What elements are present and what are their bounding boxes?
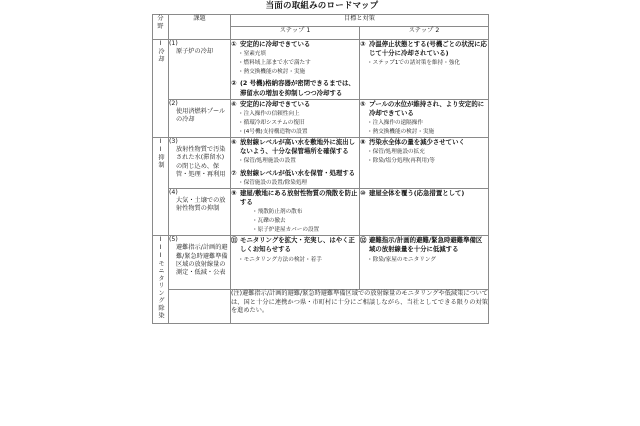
division-cell-cooling [153,40,169,138]
step1-cell [231,236,360,290]
task-cell [169,138,231,189]
list-item: ・ 原子炉建屋カバーの設置 [231,226,359,234]
goal-text: モニタリングを拡大・充実し、はやく正しくお知らせする [240,236,355,254]
list-item: ・ 保管/処理施設の拡充 [360,148,488,156]
goal-text: (2 号機)格納容器が密閉できるまでは、滞留水の増加を抑制しつつ冷却する [240,79,355,97]
goal-number: ⑥ [231,138,237,147]
list-item: ・ 熱交換機能の検討・実施 [231,68,359,76]
goal-number: ⑨ [231,188,237,197]
goal-number: ⑧ [360,138,366,147]
division-numeral: II [157,138,164,155]
list-item: ・ 注入操作の信頼性向上 [231,110,359,118]
goal-item [360,189,488,198]
measure-list [231,50,359,76]
goal-number: ② [231,79,237,88]
measure-list [231,208,359,234]
division-label: 冷却 [157,48,164,63]
step1-cell [231,188,360,235]
goal-item [360,100,488,118]
goal-text: 汚染水全体の量を減少させていく [369,138,465,147]
list-item: ・ モニタリング方法の検討・着手 [231,256,359,264]
list-item: ・ ステップ1での諸対策を維持・強化 [360,59,488,67]
goal-item [231,138,359,156]
step2-cell [360,99,489,137]
goal-number: ① [231,40,237,48]
goal-text: 建屋/敷地にある放射性物質の飛散を防止する [240,188,358,207]
header-goal-and-measures: 目標と対策 [231,15,489,27]
goal-number: ⑩ [360,188,366,197]
division-numeral: I [157,40,164,48]
list-item: ・ 除染/家屋のモニタリング [360,256,488,264]
goal-item [231,40,359,49]
roadmap-table [152,14,489,324]
measure-list [231,179,359,187]
task-text: 大気・土壌での放射性物質の抑制 [176,197,226,213]
list-item: ・ 窒素充填 [231,50,359,58]
list-item: ・ 循環冷却システムの復旧 [231,119,359,127]
task-cell [169,236,231,290]
division-label: 抑制 [157,154,164,169]
goal-number: ④ [231,99,237,108]
goal-number: ⑦ [231,168,237,177]
step2-cell [360,138,489,189]
goal-number: ⑫ [360,236,367,245]
goal-item [231,169,359,178]
division-cell-containment [153,138,169,236]
goal-item [231,236,359,254]
goal-item [231,79,359,97]
goal-number: ⑪ [231,236,238,245]
task-cell [169,40,231,100]
list-item: ・ 燃料域上部まで水で満たす [231,59,359,67]
task-text: 原子炉の冷却 [176,48,214,56]
page-title: 当面の取組みのロードマップ [265,1,379,11]
measure-list [360,119,488,136]
table-row [153,138,489,189]
step1-cell [231,138,360,189]
header-step-2: ステップ 2 [360,27,489,40]
list-item: ・ 保管/処理施設の設置 [231,157,359,165]
task-text: 放射性物質で汚染された水(滞留水)の閉じ込め、保管・処理・再利用 [176,146,226,178]
goal-item [360,236,488,254]
task-text: 使用済燃料プールの冷却 [176,108,226,124]
goal-item [360,40,488,58]
list-item: ・ 熱交換機能の検討・実施 [360,128,488,136]
division-cell-monitoring [153,236,169,323]
step1-cell [231,40,360,100]
list-item: ・ 飛散防止剤の散布 [231,208,359,216]
measure-list [231,256,359,264]
table-header-row-1 [153,15,489,27]
goal-item [231,100,359,109]
list-item: ・ 注入操作の遠隔操作 [360,119,488,127]
task-text: 避難指示/計画的避難/緊急時避難準備区域の放射線量の測定・低減・公表 [176,244,228,276]
goal-text: 安定的に冷却できている [240,99,311,108]
goal-number: ⑤ [360,99,366,108]
goal-text: 放射線レベルが高い水を敷地外に流出しないよう、十分な保管場所を確保する [240,138,356,156]
goal-item [360,138,488,147]
list-item: ・ 保管施設の設置/除染処理 [231,179,359,187]
task-cell [169,99,231,137]
measure-list [360,256,488,264]
table-row [153,188,489,235]
step2-cell [360,188,489,235]
goal-item [231,189,359,207]
footnote: (注)避難指示/計画的避難/緊急時避難準備区域での放射線量のモニタリングや低減策については、国と十分に連携かつ県・市町村に十分にご相談しながら、当社としてできる限りの対策を進めたい。 [231,290,489,323]
goal-text: 放射線レベルが低い水を保管・処理する [240,168,356,177]
task-cell [169,188,231,235]
goal-text: 冷温停止状態とする(号機ごとの状況に応じて十分に冷却されている) [369,40,487,58]
table-row [153,99,489,137]
task-label: (2) [169,99,178,107]
goal-text: 避難指示/計画的避難/緊急時避難準備区域の放射線量を十分に低減する [369,236,483,254]
step2-cell [360,40,489,100]
header-step-1: ステップ 1 [231,27,360,40]
step2-cell [360,236,489,290]
table-row [153,236,489,290]
task-label: (1) [169,40,178,47]
measure-list [231,157,359,165]
measure-list [360,148,488,165]
goal-number: ③ [360,40,366,48]
goal-text: プールの水位が維持され、より安定的に冷却できている [369,99,485,118]
note-row [153,290,489,323]
task-label: (5) [169,236,178,244]
list-item: ・ (4号機)支持構造物の設置 [231,128,359,136]
note-task-spacer [169,290,231,323]
header-field: 分 野 [153,15,169,40]
task-label: (4) [169,188,178,196]
measure-list [360,59,488,67]
header-task: 課題 [169,15,231,40]
task-label: (3) [169,138,178,146]
measure-list [231,110,359,136]
list-item: ・ 瓦礫の撤去 [231,217,359,225]
goal-text: 安定的に冷却できている [240,40,311,48]
goal-text: 建屋全体を覆う(応急措置として) [369,188,465,197]
division-numeral: III [157,236,164,261]
table-row [153,40,489,100]
division-label: モニタリング除染 [157,260,164,320]
step1-cell [231,99,360,137]
list-item: ・ 除染/塩分処理(再利用)等 [360,157,488,165]
